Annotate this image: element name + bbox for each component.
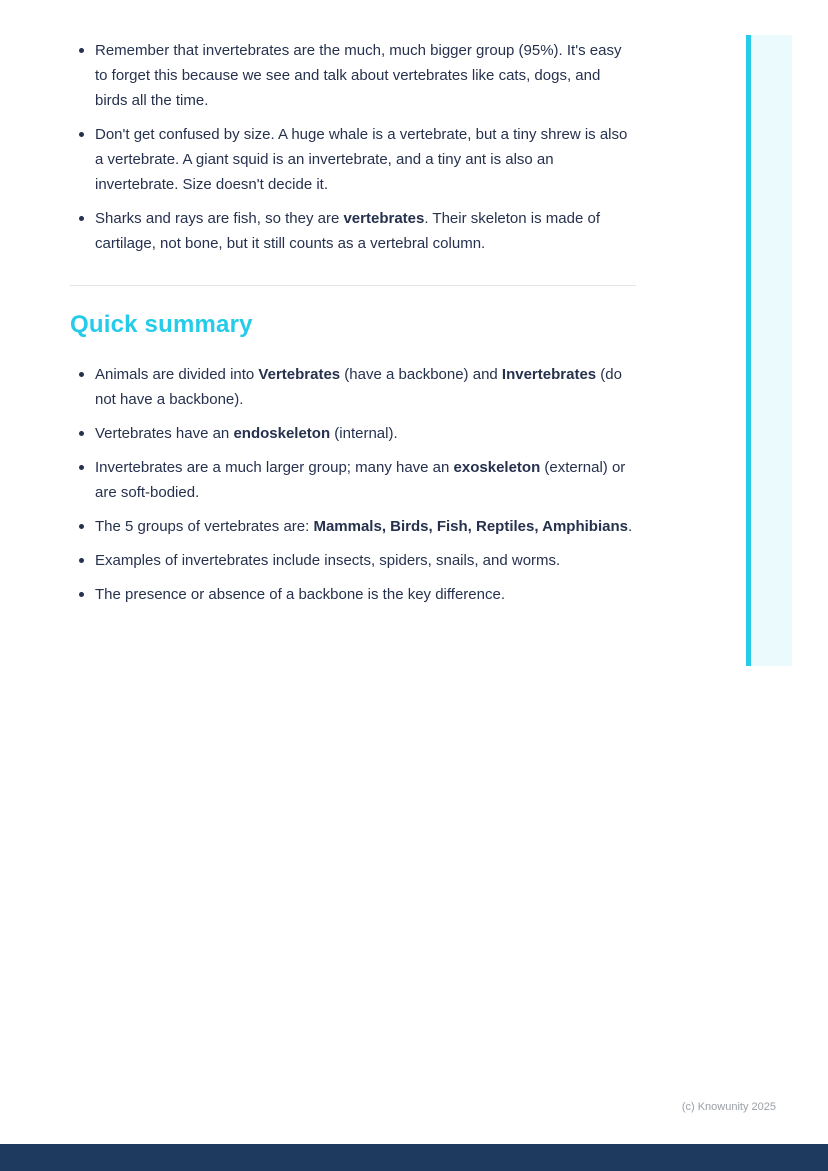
list-item <box>70 421 636 446</box>
list-item <box>70 38 636 113</box>
page-edge-highlight <box>746 35 792 666</box>
bullet-text: (external) or are soft-bodied. <box>95 459 626 501</box>
bullet-text: The 5 groups of vertebrates are: <box>95 518 314 535</box>
list-item <box>70 362 636 412</box>
bullet-text: Vertebrates have an <box>95 425 234 442</box>
bottom-bar <box>0 1144 828 1171</box>
section-divider <box>70 285 636 286</box>
page-content <box>70 38 636 616</box>
bullet-text: . <box>627 518 633 535</box>
list-item <box>70 122 636 197</box>
bullet-text: (do not have a backbone). <box>95 366 622 408</box>
summary-list <box>70 362 636 607</box>
list-item <box>70 548 636 573</box>
list-item <box>70 514 636 539</box>
bullet-text: Remember that invertebrates are the much, much bigger group (95%). It's easy to forget this because we see and talk about vertebrates like cats, dogs, and birds all the time. <box>95 42 622 109</box>
list-item <box>70 206 636 256</box>
bullet-text: The presence or absence of a backbone is the key difference. <box>95 586 505 603</box>
bullet-text-bold: Invertebrates <box>501 366 597 383</box>
bullet-text: (internal). <box>330 425 398 442</box>
bullet-text: Examples of invertebrates include insects, spiders, snails, and worms. <box>95 552 561 569</box>
bullet-text-bold: Mammals, Birds, Fish, Reptiles, Amphibians <box>313 518 628 535</box>
bullet-text: (have a backbone) and <box>340 366 502 383</box>
copyright-text: (c) Knowunity 2025 <box>681 1101 776 1113</box>
bullet-text: . Their skeleton is made of cartilage, not bone, but it still counts as a vertebral column. <box>95 210 600 252</box>
list-item <box>70 455 636 505</box>
bullet-text: Sharks and rays are fish, so they are <box>95 210 344 227</box>
bullet-text: Animals are divided into <box>95 366 259 383</box>
tips-list <box>70 38 636 256</box>
bullet-text-bold: endoskeleton <box>233 425 331 442</box>
bullet-text-bold: Vertebrates <box>258 366 341 383</box>
bullet-text: Invertebrates are a much larger group; many have an <box>95 459 454 476</box>
list-item <box>70 582 636 607</box>
bullet-text-bold: vertebrates <box>343 210 425 227</box>
bullet-text: Don't get confused by size. A huge whale is a vertebrate, but a tiny shrew is also a vertebrate. A giant squid is an invertebrate, and a tiny ant is also an invertebrate. Size doesn't decide it. <box>95 126 628 193</box>
bullet-text-bold: exoskeleton <box>453 459 541 476</box>
section-heading: Quick summary <box>70 311 253 338</box>
